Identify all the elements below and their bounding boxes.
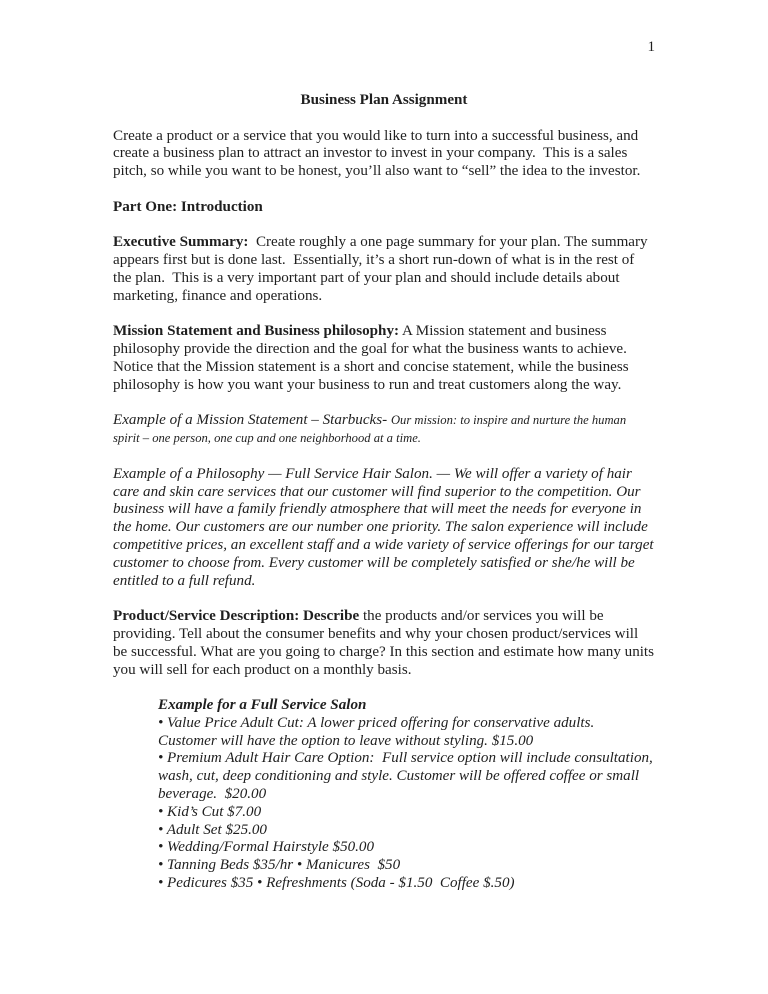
salon-bullet: • Wedding/Formal Hairstyle $50.00 [158,839,375,856]
document-content [113,92,658,893]
mission-statement-paragraph [113,323,655,394]
salon-example-heading: Example for a Full Service Salon [158,697,367,714]
salon-bullet: • Adult Set $25.00 [158,821,267,838]
salon-bullet-list [158,715,655,893]
part-one-heading: Part One: Introduction [113,198,263,215]
page-number: 1 [647,39,655,55]
salon-bullet: • Value Price Adult Cut: A lower priced offering for conservative adults. Customer will have the option to leave without styling. $15.00 [158,714,599,749]
mission-statement-label: Mission Statement and Business philosophy: [113,323,400,340]
salon-bullet: • Tanning Beds $35/hr • Manicures $50 [158,857,401,874]
mission-example-quote: Our mission: to inspire and nurture the human spirit – one person, one cup and one neighborhood at a time. [113,413,630,446]
salon-example-block [158,697,655,893]
mission-example-label: Example of a Mission Statement – Starbucks- [113,412,391,429]
salon-bullet: • Pedicures $35 • Refreshments (Soda - $1.50 Coffee $.50) [158,875,515,892]
document-title: Business Plan Assignment [300,92,468,108]
mission-example-paragraph [113,412,655,448]
product-description-text: the products and/or services you will be providing. Tell about the consumer benefits and why your chosen product/services will be successful. What are you going to charge? In this section and estimate how many units you will sell for each product on a monthly basis. [113,608,658,678]
executive-summary-paragraph [113,234,655,305]
philosophy-example-paragraph: Example of a Philosophy — Full Service Hair Salon. — We will offer a variety of hair care and skin care services that our customer will find superior to the competition. Our business will have a family friendly atmosphere that will meet the needs for everyone in the home. Our customers are our number one priority. The salon experience will include competitive prices, an excellent staff and a wide variety of service offerings for our target customer to choose from. Every customer will be completely satisfied or she/he will be entitled to a full refund. [113,465,658,589]
product-description-label: Product/Service Description: Describe [113,608,360,625]
intro-paragraph: Create a product or a service that you would like to turn into a successful business, and create a business plan to attract an investor to invest in your company. This is a sales pitch, so while you want to be honest, you’ll also want to “sell” the idea to the investor. [113,127,642,180]
salon-bullet: • Premium Adult Hair Care Option: Full service option will include consultation, wash, cut, deep conditioning and style. Customer will be offered coffee or small beverage. $20.00 [158,750,657,803]
salon-bullet: • Kid’s Cut $7.00 [158,803,262,820]
product-description-paragraph [113,608,658,679]
executive-summary-text: Create roughly a one page summary for your plan. The summary appears first but is done last. Essentially, it’s a short run-down of what is in the rest of the plan. This is a very important part of your plan and should include details about marketing, finance and operations. [113,234,652,304]
mission-statement-text: A Mission statement and business philosophy provide the direction and the goal for what the business wants to achieve. Notice that the Mission statement is a short and concise statement, while the business philosophy is how you want your business to run and treat customers along the way. [113,323,633,393]
executive-summary-label: Executive Summary: [113,234,249,251]
